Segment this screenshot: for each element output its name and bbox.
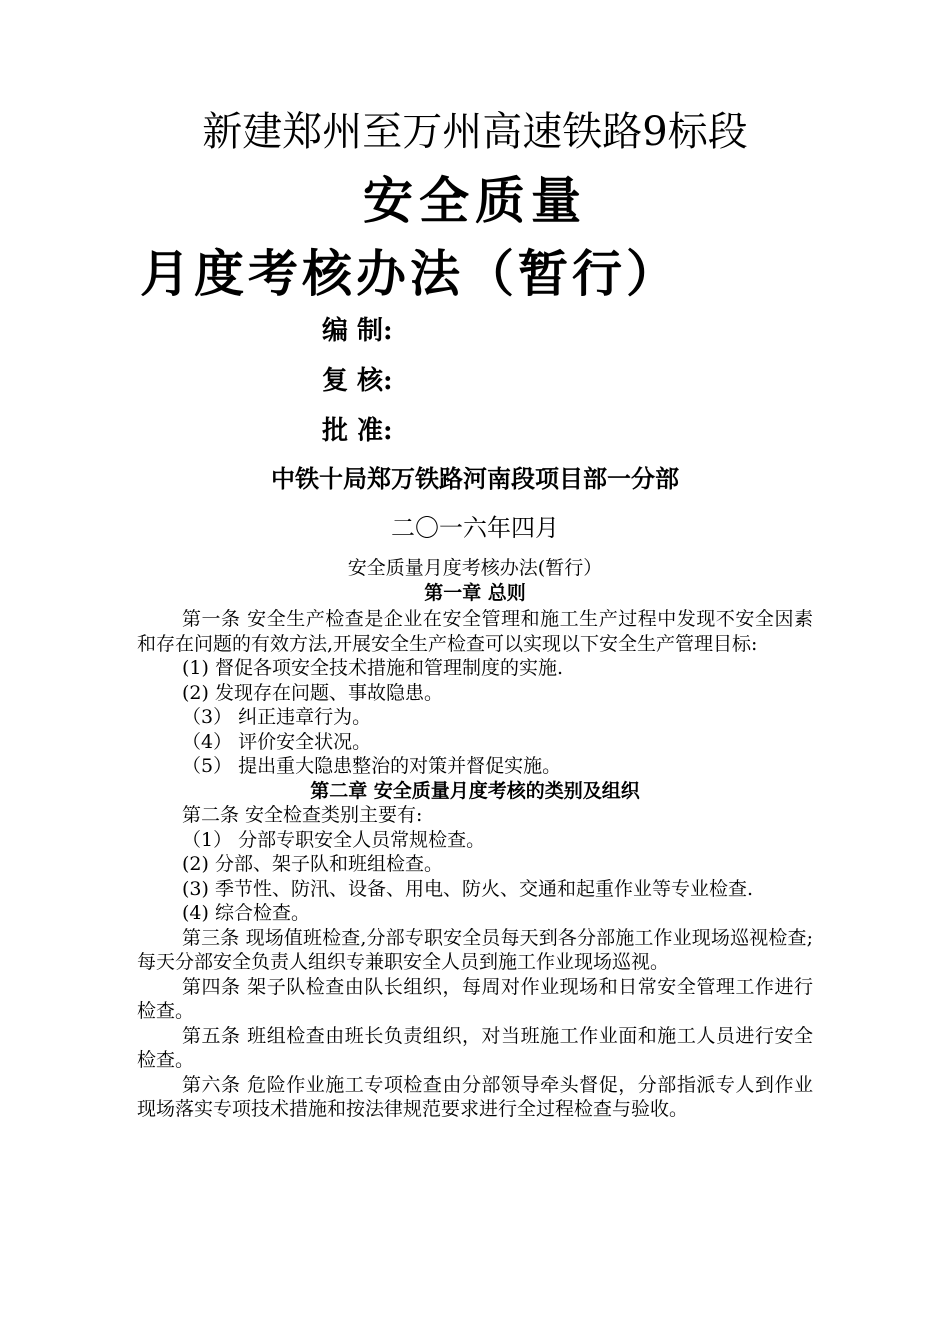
chapter-heading: 第二章 安全质量月度考核的类别及组织 [310,779,640,802]
article-paragraph: 第二条 安全检查类别主要有: [182,804,423,826]
list-item: （1） 分部专职安全人员常规检查。 [182,828,486,851]
document-title: 安全质量月度考核办法(暂行） [347,557,603,579]
article-paragraph: 第四条 架子队检查由队长组织，每周对作业现场和日常安全管理工作进行检查。 [137,975,813,1022]
list-item: （3） 纠正违章行为。 [182,706,372,728]
list-item: (2) 发现存在问题、事故隐患。 [182,681,443,704]
signature-compiled-by: 编 制: [322,316,393,346]
signature-reviewed-by: 复 核: [322,366,393,396]
organization-name: 中铁十局郑万铁路河南段项目部一分部 [271,464,679,493]
list-item: （4） 评价安全状况。 [182,730,372,753]
cover-title-line2: 安全质量 [363,172,587,230]
document-date: 二〇一六年四月 [391,514,559,542]
document-body [137,556,813,1122]
article-paragraph: 第五条 班组检查由班长负责组织，对当班施工作业面和施工人员进行安全检查。 [137,1024,813,1071]
list-item: (4) 综合检查。 [182,902,310,924]
signature-approved-by: 批 准: [322,416,393,446]
cover-title-line1: 新建郑州至万州高速铁路9标段 [202,109,748,155]
chapter-heading: 第一章 总则 [424,581,526,604]
list-item: (2) 分部、架子队和班组检查。 [182,853,443,875]
list-item: （5） 提出重大隐患整治的对策并督促实施。 [182,755,562,777]
list-item: (3) 季节性、防汛、设备、用电、防火、交通和起重作业等专业检查. [182,877,753,900]
list-item: (1) 督促各项安全技术措施和管理制度的实施. [182,657,563,679]
article-paragraph: 第三条 现场值班检查,分部专职安全员每天到各分部施工作业现场巡视检查; 每天分部安全负责人组织专兼职安全人员到施工作业现场巡视。 [137,926,813,973]
article-paragraph: 第六条 危险作业施工专项检查由分部领导牵头督促，分部指派专人到作业现场落实专项技术措施和按法律规范要求进行全过程检查与验收。 [137,1073,813,1120]
article-paragraph: 第一条 安全生产检查是企业在安全管理和施工生产过程中发现不安全因素和存在问题的有效方法,开展安全生产检查可以实现以下安全生产管理目标: [137,608,813,655]
cover-title-line3: 月度考核办法（暂行） [140,245,680,303]
